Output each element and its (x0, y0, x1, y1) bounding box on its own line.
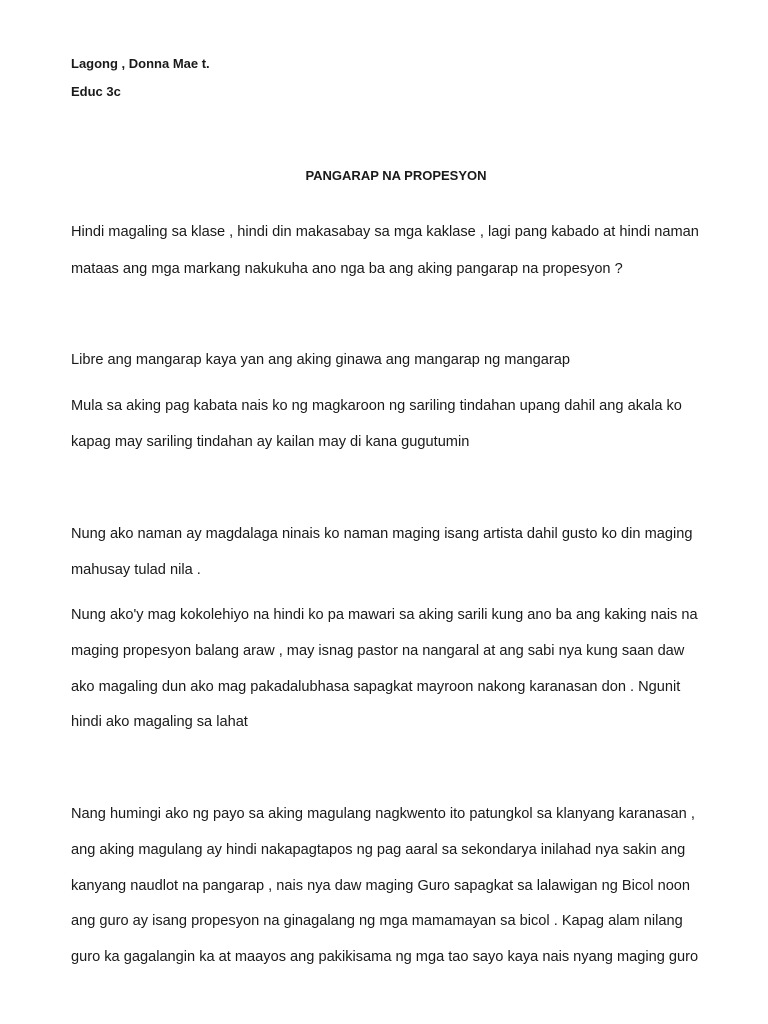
author-name: Lagong , Donna Mae t. (71, 56, 210, 71)
text-line: guro ka gagalangin ka at maayos ang pakikisama ng mga tao sayo kaya nais nyang maging guro (71, 949, 699, 965)
text-line: ang aking magulang ay hindi nakapagtapos ng pag aaral sa sekondarya inilahad nya sakin ang (71, 842, 686, 858)
text-line: Mula sa aking pag kabata nais ko ng magkaroon ng sariling tindahan upang dahil ang akala ko (71, 398, 682, 414)
text-line: Nung ako naman ay magdalaga ninais ko naman maging isang artista dahil gusto ko din maging (71, 526, 693, 542)
text-line: Nang humingi ako ng payo sa aking magulang nagkwento ito patungkol sa klanyang karanasan , (71, 806, 695, 822)
document-title: PANGARAP NA PROPESYON (305, 168, 487, 183)
text-line: hindi ako magaling sa lahat (71, 714, 248, 730)
text-line: ang guro ay isang propesyon na ginagalang ng mga mamamayan sa bicol . Kapag alam nilang (71, 913, 683, 929)
text-line: mataas ang mga markang nakukuha ano nga ba ang aking pangarap na propesyon ? (71, 261, 623, 277)
text-line: kanyang naudlot na pangarap , nais nya daw maging Guro sapagkat sa lalawigan ng Bicol noon (71, 878, 691, 894)
text-line: Hindi magaling sa klase , hindi din makasabay sa mga kaklase , lagi pang kabado at hindi naman (71, 224, 699, 240)
text-line: ako magaling dun ako mag pakadalubhasa sapagkat mayroon nakong karanasan don . Ngunit (71, 679, 681, 695)
text-line: Libre ang mangarap kaya yan ang aking ginawa ang mangarap ng mangarap (71, 352, 570, 368)
text-line: kapag may sariling tindahan ay kailan may di kana gugutumin (71, 434, 470, 450)
author-course: Educ 3c (71, 84, 121, 99)
text-line: maging propesyon balang araw , may isnag pastor na nangaral at ang sabi nya kung saan daw (71, 643, 685, 659)
text-line: mahusay tulad nila . (71, 562, 201, 578)
text-line: Nung ako'y mag kokolehiyo na hindi ko pa mawari sa aking sarili kung ano ba ang kaking nais na (71, 607, 698, 623)
